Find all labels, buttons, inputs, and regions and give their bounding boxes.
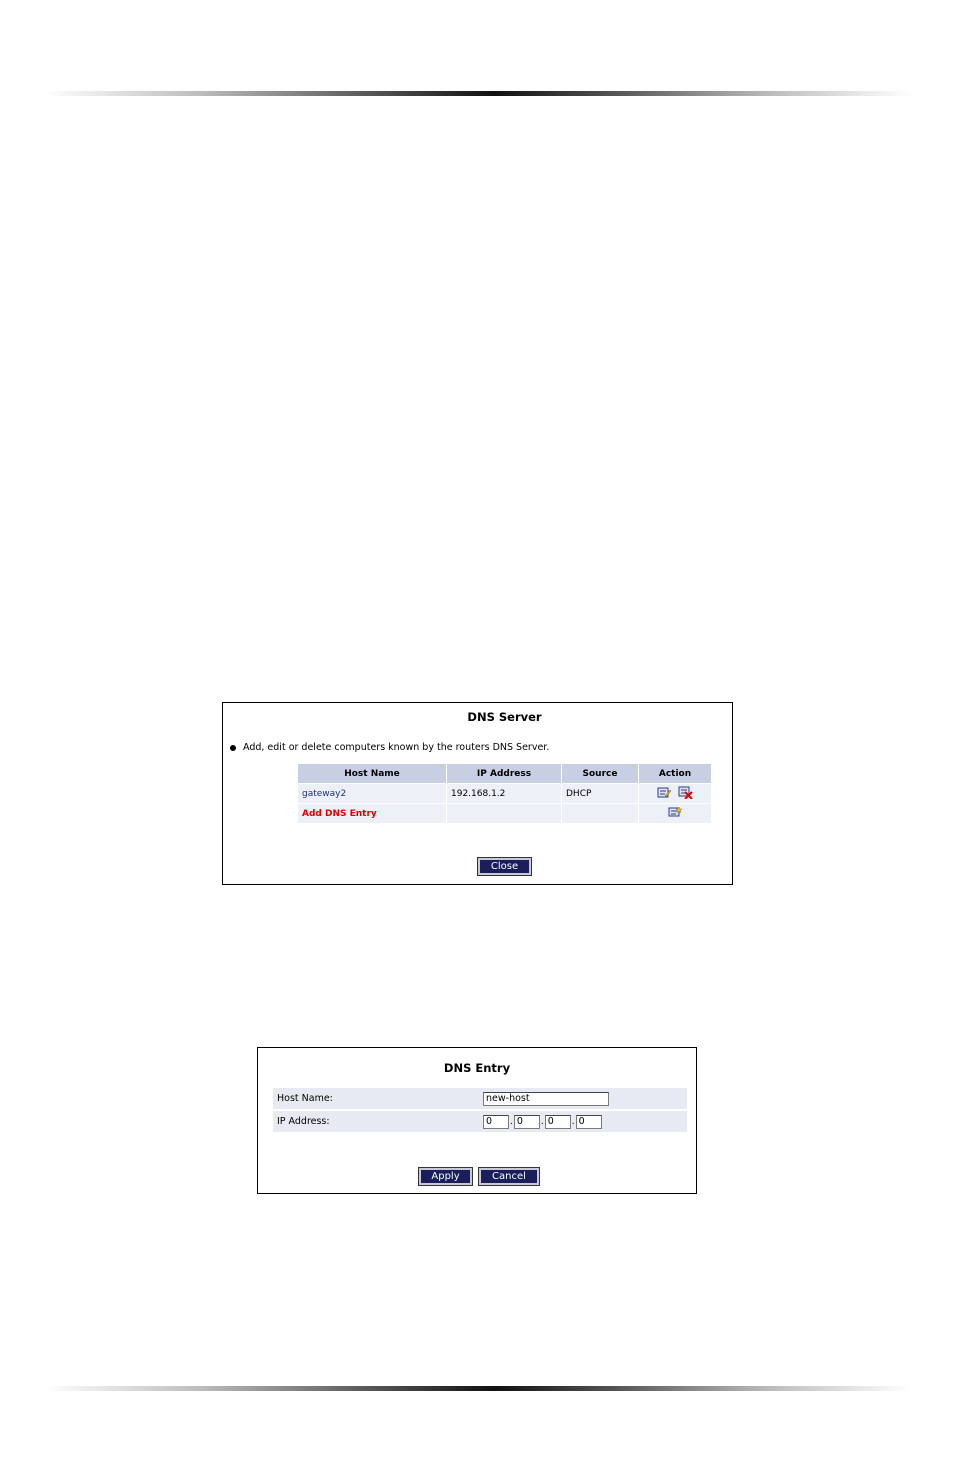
instruction-text: Add, edit or delete computers known by the routers DNS Server. — [243, 742, 550, 753]
top-divider — [44, 91, 910, 96]
dns-server-panel — [222, 702, 733, 885]
ip-octet-3-input[interactable] — [545, 1115, 571, 1129]
bullet-icon — [230, 745, 236, 751]
cancel-button[interactable]: Cancel — [479, 1168, 539, 1185]
column-source: Source — [562, 764, 638, 783]
close-button[interactable]: Close — [478, 858, 531, 875]
bottom-divider — [44, 1386, 910, 1391]
apply-button[interactable]: Apply — [419, 1168, 472, 1185]
table-row — [298, 804, 711, 823]
ip-address-label: IP Address: — [273, 1111, 479, 1132]
column-ip-address: IP Address — [447, 764, 561, 783]
table-header — [298, 764, 711, 783]
host-link[interactable]: gateway2 — [302, 788, 347, 799]
add-icon[interactable] — [668, 806, 682, 821]
edit-icon[interactable] — [657, 786, 671, 802]
add-dns-entry-link[interactable]: Add DNS Entry — [302, 808, 377, 819]
dns-table — [297, 763, 712, 824]
instruction — [230, 742, 549, 753]
ip-octet-1-input[interactable] — [483, 1115, 509, 1129]
ip-address-row: IP Address: 0 .0 .0 .0 — [273, 1111, 687, 1132]
host-name-input[interactable] — [483, 1092, 609, 1106]
entry-form — [273, 1086, 687, 1134]
ip-octet-2-input[interactable] — [514, 1115, 540, 1129]
table-row — [298, 784, 711, 803]
action-cell — [639, 784, 711, 803]
dns-entry-panel — [257, 1047, 697, 1194]
ip-octet-4-input[interactable] — [576, 1115, 602, 1129]
dns-server-title: DNS Server — [467, 710, 542, 724]
source-cell: DHCP — [562, 784, 638, 803]
delete-icon[interactable] — [678, 786, 693, 802]
host-name-row — [273, 1088, 687, 1109]
column-action: Action — [639, 764, 711, 783]
column-host-name: Host Name — [298, 764, 446, 783]
dns-entry-title: DNS Entry — [443, 1061, 511, 1075]
host-name-label: Host Name: — [273, 1088, 479, 1109]
ip-cell: 192.168.1.2 — [447, 784, 561, 803]
